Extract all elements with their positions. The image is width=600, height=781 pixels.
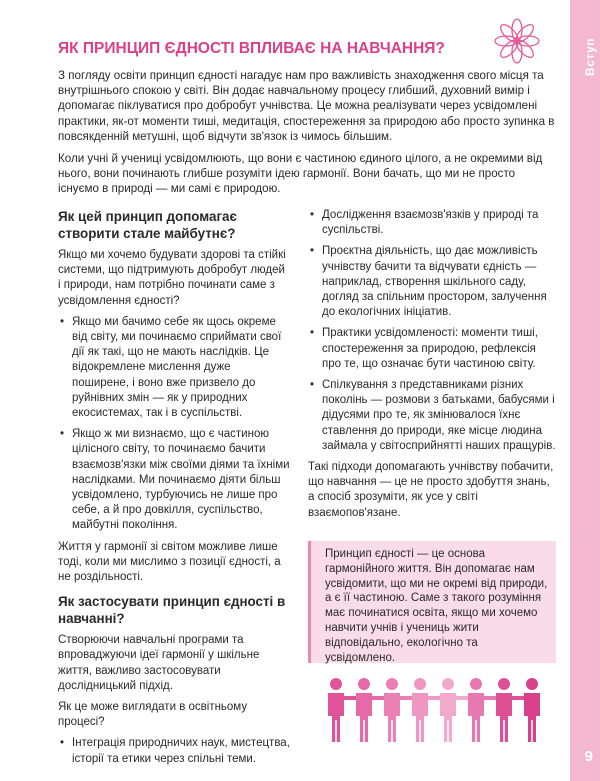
person-figure: [328, 678, 344, 742]
intro-text: [58, 68, 558, 204]
section-heading: Як цей принцип допомагає створити стале майбутнє?: [58, 209, 237, 241]
section-paragraph: Життя у гармонії зі світом можливе лише тоді, коли ми мислимо з позиції єдності, а не роздільності.: [58, 540, 281, 584]
lotus-flower-icon: [492, 16, 542, 66]
joined-hands: [343, 696, 357, 700]
left-column: [58, 208, 290, 773]
callout-box: Принцип єдності — це основа гармонійного життя. Він допомагає нам усвідомити, що ми не окремі від природи, а є її частиною. Саме з такого розуміння має починатися освіта, якщо ми хочемо навчити учнів і учениць жити відповідально, екологічно та усвідомлено.: [308, 541, 556, 663]
section-heading: Як застосувати принцип єдності в навчанні?: [58, 594, 286, 627]
side-tab-label: Вступ: [583, 38, 597, 76]
joined-hands: [427, 696, 441, 700]
list-item: • Практики усвідомленості: моменти тиші, спостереження за природою, рефлексія про те, що означає бути частиною світу.: [308, 326, 558, 372]
joined-hands: [371, 696, 385, 700]
bullet-list: [308, 208, 558, 454]
people-chain-icon: [322, 676, 552, 746]
side-tab: [570, 0, 600, 781]
person-figure: [440, 678, 456, 742]
intro-paragraph: З погляду освіти принцип єдності нагадує нам про важливість знаходження свого місця та внутрішнього спокою у світі. Він додає навчальному процесу глибший, духовний вимір і допомагає піклуватися про добробут учнівства. Це можна реалізувати через усвідомлені практики, як-от моменти тиші, медитація, спостереження за природою або просто зупинка в повсякденній метушні, щоб відчути зв'язок із чимось більшим.: [58, 69, 555, 143]
page-number: 9: [584, 748, 593, 765]
bullet-list: [58, 315, 290, 534]
person-figure: [468, 678, 484, 742]
list-item: • Проєктна діяльність, що дає можливість учнівству бачити та відчувати єдність — наприклад, створення шкільного саду, догляд за спільним простором, залучення до екологічних ініціатив.: [308, 244, 558, 320]
section-paragraph: Якщо ми хочемо будувати здорові та стійкі системи, що підтримують добробут людей і природи, нам потрібно починати саме з усвідомлення єдності?: [58, 249, 286, 307]
list-item: • Дослідження взаємозв'язків у природі та суспільстві.: [308, 208, 558, 238]
person-figure: [496, 678, 512, 742]
list-item: • Інтеграція природничих наук, мистецтва, історії та етики через спільні теми.: [58, 736, 290, 766]
joined-hands: [511, 696, 525, 700]
list-item: • Якщо ж ми визнаємо, що є частиною цілісного світу, то починаємо бачити взаємозв'язки між своїми діями та їхніми наслідками. Ми починаємо діяти більш усвідомлено, турбуючись не лише про себе, а й про довкілля, суспільство, майбутні покоління.: [58, 427, 290, 533]
joined-hands: [455, 696, 469, 700]
joined-hands: [399, 696, 413, 700]
page-title: ЯК ПРИНЦИП ЄДНОСТІ ВПЛИВАЄ НА НАВЧАННЯ?: [58, 40, 445, 57]
person-figure: [524, 678, 540, 742]
list-item: • Спілкування з представниками різних поколінь — розмови з батьками, бабусями і дідусями про те, як змінювалося їхнє ставлення до природи, яке місце людина займала у світосприйнятті наших пращурів.: [308, 378, 558, 454]
person-figure: [412, 678, 428, 742]
person-figure: [356, 678, 372, 742]
right-column: [308, 208, 558, 527]
list-item: • Якщо ми бачимо себе як щось окреме від світу, ми починаємо сприймати свої дії як такі, що не мають наслідків. Це відокремлене мислення дуже поширене, і воно вже призвело до руйнівних змін — як у природних екосистемах, так і в суспільстві.: [58, 315, 290, 421]
joined-hands: [483, 696, 497, 700]
section-paragraph: Як це може виглядати в освітньому процесі?: [58, 701, 248, 729]
person-figure: [384, 678, 400, 742]
bullet-list: [58, 736, 290, 766]
section-paragraph: Створюючи навчальні програми та впроваджуючи ідеї гармонії у шкільне життя, важливо застосовувати дослідницький підхід.: [58, 634, 260, 692]
section-paragraph: Такі підходи допомагають учнівству побачити, що навчання — це не просто здобуття знань, а спосіб зрозуміти, як усе у світі взаємопов'язане.: [308, 461, 554, 519]
intro-paragraph: Коли учні й учениці усвідомлюють, що вони є частиною єдиного цілого, а не окремими від нього, вони починають глибше розуміти ідею гармонії. Вони бачать, що ми не просто існуємо в природі — ми самі є природою.: [58, 152, 543, 196]
